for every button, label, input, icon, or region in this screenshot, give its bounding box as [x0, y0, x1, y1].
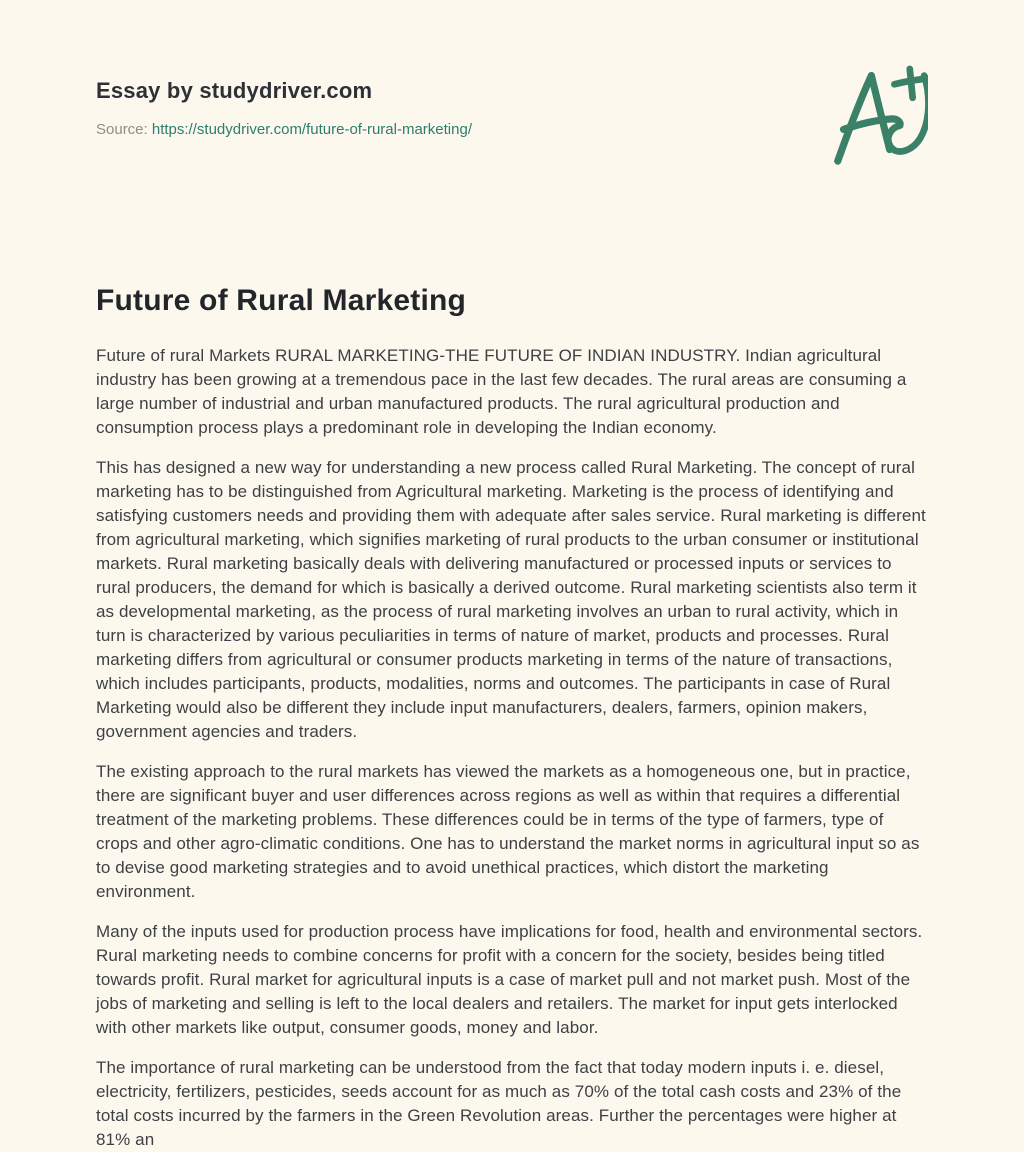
article-body — [96, 344, 928, 1152]
page-header — [96, 70, 928, 166]
article-paragraph: Future of rural Markets RURAL MARKETING-THE FUTURE OF INDIAN INDUSTRY. Indian agricultural industry has been growing at a tremendous pace in the last few decades. The rural areas are consuming a large number of industrial and urban manufactured products. The rural agricultural production and consumption process plays a predominant role in developing the Indian economy. — [96, 346, 907, 437]
header-text-block — [96, 70, 472, 138]
article-paragraph: Many of the inputs used for production process have implications for food, health and environmental sectors. Rural marketing needs to combine concerns for profit with a concern for the society, besides being titled towards profit. Rural market for agricultural inputs is a case of market pull and not market push. Most of the jobs of marketing and selling is left to the local dealers and retailers. The market for input gets interlocked with other markets like output, consumer goods, money and labor. — [96, 922, 923, 1037]
essay-page — [96, 0, 928, 1152]
article-paragraph: The importance of rural marketing can be understood from the fact that today modern inputs i. e. diesel, electricity, fertilizers, pesticides, seeds account for as much as 70% of the total cash costs and 23% of the total costs incurred by the farmers in the Green Revolution areas. Further the percentages were higher at 81% an — [96, 1058, 902, 1149]
article-title: Future of Rural Marketing — [96, 284, 467, 317]
a-plus-logo — [832, 64, 928, 166]
source-label: Source: — [96, 121, 148, 138]
article-paragraph: The existing approach to the rural markets has viewed the markets as a homogeneous one, but in practice, there are significant buyer and user differences across regions as well as within that requires a differential treatment of the marketing problems. These differences could be in terms of the type of farmers, type of crops and other agro-climatic conditions. One has to understand the market norms in agricultural input so as to devise good marketing strategies and to avoid unethical practices, which distort the marketing environment. — [96, 762, 920, 901]
source-line — [96, 121, 472, 138]
article-paragraph: This has designed a new way for understanding a new process called Rural Marketing. The concept of rural marketing has to be distinguished from Agricultural marketing. Marketing is the process of identifying and satisfying customers needs and providing them with adequate after sales service. Rural marketing is different from agricultural marketing, which signifies marketing of rural products to the urban consumer or institutional markets. Rural marketing basically deals with delivering manufactured or processed inputs or services to rural producers, the demand for which is basically a derived outcome. Rural marketing scientists also term it as developmental marketing, as the process of rural marketing involves an urban to rural activity, which in turn is characterized by various peculiarities in terms of nature of market, products and processes. Rural marketing differs from agricultural or consumer products marketing in terms of the nature of transactions, which includes participants, products, modalities, norms and outcomes. The participants in case of Rural Marketing would also be different they include input manufacturers, dealers, farmers, opinion makers, government agencies and traders. — [96, 458, 926, 741]
source-link[interactable]: https://studydriver.com/future-of-rural-marketing/ — [151, 121, 472, 138]
essay-byline: Essay by studydriver.com — [96, 78, 373, 103]
